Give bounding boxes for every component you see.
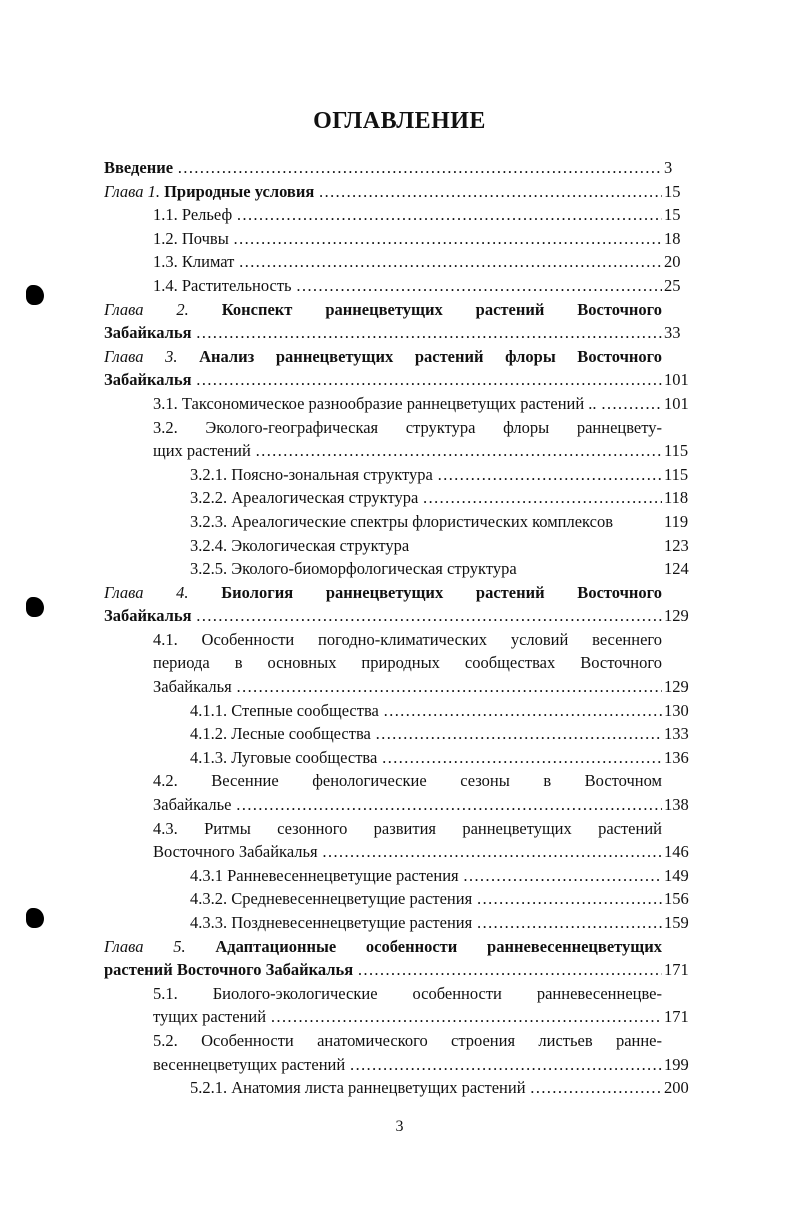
toc-entry-page: 15 bbox=[664, 181, 681, 201]
toc-entry bbox=[104, 557, 694, 581]
toc-entry bbox=[104, 982, 694, 1006]
toc-entry bbox=[104, 746, 694, 770]
toc-entry bbox=[104, 321, 694, 345]
toc-entry-title: 5.2. Особенности анатомического строения листьев ранне- bbox=[153, 1030, 662, 1050]
toc-entry-title: Забайкалья …………………………………………………………………………………………………………………………………………………………… bbox=[104, 675, 662, 699]
toc-entry-page: 20 bbox=[664, 252, 681, 272]
toc-entry-page: 15 bbox=[664, 205, 681, 225]
toc-entry bbox=[104, 1053, 694, 1077]
toc-entry bbox=[104, 180, 694, 204]
toc-entry bbox=[104, 935, 694, 959]
toc-entry bbox=[104, 203, 694, 227]
toc-entry bbox=[104, 416, 694, 440]
toc-entry-page: 3 bbox=[664, 158, 673, 177]
toc-entry-page: 123 bbox=[664, 535, 689, 555]
toc-entry-title: 3.2.2. Ареалогическая структура …………………………………………………………………………………………………………………………………………………………… bbox=[104, 486, 662, 510]
toc-entry bbox=[104, 604, 694, 628]
toc-entry bbox=[104, 699, 694, 723]
toc-entry-page: 156 bbox=[664, 889, 689, 909]
toc-entry bbox=[104, 840, 694, 864]
toc-entry-title: 3.1. Таксономическое разнообразие раннецветущих растений .. …………………………………………………………………………………………………………………………………………………………… bbox=[104, 392, 662, 416]
toc-entry-title: 4.1.2. Лесные сообщества …………………………………………………………………………………………………………………………………………………………… bbox=[104, 722, 662, 746]
toc-entry bbox=[104, 392, 694, 416]
toc-entry bbox=[104, 227, 694, 251]
toc-entry bbox=[104, 628, 694, 652]
toc-entry bbox=[104, 1076, 694, 1100]
toc-entry bbox=[104, 439, 694, 463]
toc-entry-title: Введение …………………………………………………………………………………………………………………………………………………………… bbox=[104, 156, 662, 180]
toc-entry bbox=[104, 486, 694, 510]
toc-entry-title: 4.3.2. Средневесеннецветущие растения …………………………………………………………………………………………………………………………………………………………… bbox=[104, 887, 662, 911]
toc-entry-page: 25 bbox=[664, 275, 681, 295]
toc-entry bbox=[104, 250, 694, 274]
toc-entry-title: 4.3.1 Ранневесеннецветущие растения …………………………………………………………………………………………………………………………………………………………… bbox=[104, 864, 662, 888]
toc-entry-page: 171 bbox=[664, 1007, 689, 1027]
toc-entry bbox=[104, 274, 694, 298]
toc-entry bbox=[104, 156, 694, 180]
toc-entry-title: 1.3. Климат …………………………………………………………………………………………………………………………………………………………… bbox=[104, 250, 662, 274]
toc-entry-page: 199 bbox=[664, 1054, 689, 1074]
toc-entry bbox=[104, 769, 694, 793]
page-number: 3 bbox=[395, 1118, 404, 1135]
toc-entry bbox=[104, 1005, 694, 1029]
toc-entry-title: щих растений …………………………………………………………………………………………………………………………………………………………… bbox=[104, 439, 662, 463]
toc-entry-page: 146 bbox=[664, 842, 689, 862]
toc-entry-title: Глава 1. Природные условия …………………………………………………………………………………………………………………………………………………………… bbox=[104, 180, 662, 204]
toc-entry-title: Забайкалья …………………………………………………………………………………………………………………………………………………………… bbox=[104, 368, 662, 392]
toc-entry bbox=[104, 887, 694, 911]
table-of-contents bbox=[104, 156, 694, 1100]
toc-entry-title: Глава 2. Конспект раннецветущих растений Восточного bbox=[104, 299, 662, 319]
toc-entry bbox=[104, 298, 694, 322]
toc-entry bbox=[104, 581, 694, 605]
toc-entry-title: растений Восточного Забайкалья …………………………………………………………………………………………………………………………………………………………… bbox=[104, 958, 662, 982]
toc-entry bbox=[104, 793, 694, 817]
toc-entry-title: 4.1.3. Луговые сообщества …………………………………………………………………………………………………………………………………………………………… bbox=[104, 746, 662, 770]
toc-entry-title: Забайкалье …………………………………………………………………………………………………………………………………………………………… bbox=[104, 793, 662, 817]
toc-entry-title: 5.1. Биолого-экологические особенности ранневесеннецве- bbox=[153, 983, 662, 1003]
toc-entry-title: 1.2. Почвы …………………………………………………………………………………………………………………………………………………………… bbox=[104, 227, 662, 251]
toc-entry bbox=[104, 1029, 694, 1053]
toc-entry-title: 3.2.4. Экологическая структура bbox=[190, 535, 410, 555]
scan-artifact-mark bbox=[26, 908, 44, 928]
toc-entry-title: 4.1. Особенности погодно-климатических условий весеннего bbox=[153, 629, 662, 649]
toc-entry-title: Глава 3. Анализ раннецветущих растений флоры Восточного bbox=[104, 346, 662, 366]
toc-entry-page: 124 bbox=[664, 559, 689, 579]
toc-entry-page: 101 bbox=[664, 393, 689, 413]
toc-entry-title: 3.2.5. Эколого-биоморфологическая структура bbox=[190, 559, 517, 579]
toc-entry-title: 5.2.1. Анатомия листа раннецветущих растений …………………………………………………………………………………………………………………………………………………………… bbox=[104, 1076, 662, 1100]
toc-entry-title: 4.3. Ритмы сезонного развития раннецветущих растений bbox=[153, 818, 662, 838]
toc-entry-title: тущих растений …………………………………………………………………………………………………………………………………………………………… bbox=[104, 1005, 662, 1029]
toc-entry-title: 4.3.3. Поздневесеннецветущие растения …………………………………………………………………………………………………………………………………………………………… bbox=[104, 911, 662, 935]
toc-entry-page: 119 bbox=[664, 511, 689, 531]
toc-entry bbox=[104, 817, 694, 841]
toc-entry bbox=[104, 345, 694, 369]
toc-entry-title: 3.2.3. Ареалогические спектры флористических комплексов bbox=[190, 511, 613, 531]
toc-entry-page: 171 bbox=[664, 960, 689, 980]
toc-entry-page: 129 bbox=[664, 677, 689, 697]
toc-entry-title: 1.1. Рельеф …………………………………………………………………………………………………………………………………………………………… bbox=[104, 203, 662, 227]
toc-entry-title: 3.2.1. Поясно-зональная структура …………………………………………………………………………………………………………………………………………………………… bbox=[104, 463, 662, 487]
toc-entry-title: 1.4. Растительность …………………………………………………………………………………………………………………………………………………………… bbox=[104, 274, 662, 298]
toc-entry-title: периода в основных природных сообществах Восточного bbox=[153, 653, 662, 673]
toc-entry-title: Забайкалья …………………………………………………………………………………………………………………………………………………………… bbox=[104, 604, 662, 628]
page-title: ОГЛАВЛЕНИЕ bbox=[313, 108, 486, 134]
toc-entry-page: 133 bbox=[664, 724, 689, 744]
scan-artifact-mark bbox=[26, 597, 44, 617]
toc-entry-title: весеннецветущих растений …………………………………………………………………………………………………………………………………………………………… bbox=[104, 1053, 662, 1077]
toc-entry-title: Глава 5. Адаптационные особенности ранневесеннецветущих bbox=[104, 936, 662, 956]
toc-entry-page: 159 bbox=[664, 913, 689, 932]
toc-entry-page: 130 bbox=[664, 700, 689, 720]
toc-entry-page: 200 bbox=[664, 1078, 689, 1098]
toc-entry-page: 18 bbox=[664, 228, 681, 248]
toc-entry-page: 33 bbox=[664, 323, 681, 343]
toc-entry-page: 115 bbox=[664, 441, 689, 461]
toc-entry-title: Глава 4. Биология раннецветущих растений Восточного bbox=[104, 582, 662, 602]
toc-entry-title: 4.1.1. Степные сообщества …………………………………………………………………………………………………………………………………………………………… bbox=[104, 699, 662, 723]
toc-entry-title: Забайкалья …………………………………………………………………………………………………………………………………………………………… bbox=[104, 321, 662, 345]
toc-entry-page: 115 bbox=[664, 464, 689, 484]
toc-entry bbox=[104, 534, 694, 558]
scan-artifact-mark bbox=[26, 285, 44, 305]
toc-entry bbox=[104, 463, 694, 487]
toc-entry-title: 3.2. Эколого-географическая структура флоры раннецвету- bbox=[153, 417, 662, 437]
toc-entry-page: 101 bbox=[664, 370, 689, 390]
toc-entry bbox=[104, 368, 694, 392]
toc-entry-page: 138 bbox=[664, 795, 689, 815]
toc-entry-page: 129 bbox=[664, 606, 689, 626]
toc-entry-page: 149 bbox=[664, 865, 689, 885]
toc-entry bbox=[104, 675, 694, 699]
toc-entry-page: 118 bbox=[664, 488, 689, 508]
toc-entry bbox=[104, 651, 694, 675]
toc-entry bbox=[104, 958, 694, 982]
toc-entry-title: Восточного Забайкалья …………………………………………………………………………………………………………………………………………………………… bbox=[104, 840, 662, 864]
toc-entry-title: 4.2. Весенние фенологические сезоны в Восточном bbox=[153, 771, 662, 791]
toc-entry bbox=[104, 510, 694, 534]
toc-entry bbox=[104, 864, 694, 888]
toc-entry bbox=[104, 911, 694, 935]
toc-entry-page: 136 bbox=[664, 747, 689, 767]
toc-entry bbox=[104, 722, 694, 746]
